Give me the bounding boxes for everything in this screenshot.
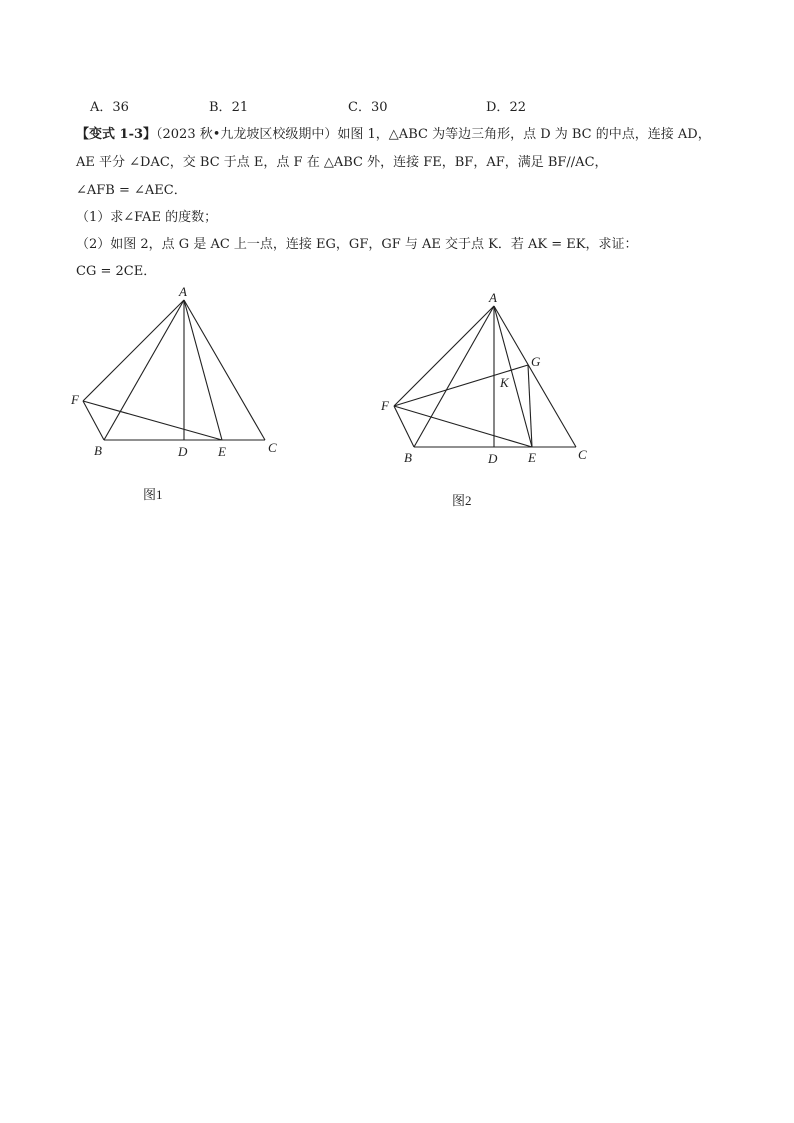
question-1: （1）求∠FAE 的度数； — [76, 210, 218, 225]
option-letter: C． — [348, 100, 371, 115]
problem-statement-start: 如图 1，△ABC 为等边三角形，点 D 为 BC 的中点，连接 AD， — [337, 127, 711, 142]
segment-ae — [184, 300, 222, 440]
problem-tag: 【变式 1-3】 — [76, 127, 157, 142]
label-a: A — [179, 284, 187, 299]
option-letter: B． — [209, 100, 232, 115]
label-c: C — [268, 440, 277, 455]
label-b: B — [94, 443, 102, 458]
label-e: E — [528, 450, 536, 465]
label-f: F — [381, 398, 389, 413]
label-k: K — [500, 375, 509, 390]
figure-2-caption: 图2 — [452, 493, 472, 508]
segment-ab — [104, 300, 184, 440]
segment-fe — [394, 406, 532, 447]
question-2: （2）如图 2，点 G 是 AC 上一点，连接 EG，GF，GF 与 AE 交于点 K．若 AK = EK，求证： — [76, 237, 638, 252]
segment-ab — [414, 306, 494, 447]
segment-af — [83, 300, 184, 401]
option-value: 36 — [112, 100, 129, 115]
option-value: 22 — [509, 100, 526, 115]
segment-ac — [184, 300, 265, 440]
label-a: A — [489, 290, 497, 305]
figure-1-caption: 图1 — [143, 487, 163, 502]
problem-source: （2023 秋•九龙坡区校级期中） — [156, 127, 338, 142]
label-e: E — [218, 444, 226, 459]
option-value: 30 — [370, 100, 388, 115]
option-value: 21 — [231, 100, 249, 115]
segment-fe — [83, 401, 222, 440]
label-g: G — [531, 354, 541, 369]
problem-line-2: AE 平分 ∠DAC，交 BC 于点 E，点 F 在 △ABC 外，连接 FE，BF，AF，满足 BF//AC， — [76, 155, 608, 170]
question-2-conclusion: CG = 2CE． — [76, 264, 157, 279]
figure-1 — [70, 284, 277, 502]
figure-2 — [380, 290, 587, 508]
label-d: D — [488, 451, 498, 466]
option-letter: D． — [486, 100, 510, 115]
problem-line-3: ∠AFB = ∠AEC． — [76, 183, 187, 198]
label-f: F — [71, 392, 79, 407]
label-b: B — [404, 450, 412, 465]
segment-fb — [83, 401, 104, 440]
segment-fb — [394, 406, 414, 447]
label-c: C — [578, 447, 587, 462]
option-letter: A． — [90, 100, 113, 115]
label-d: D — [178, 444, 188, 459]
